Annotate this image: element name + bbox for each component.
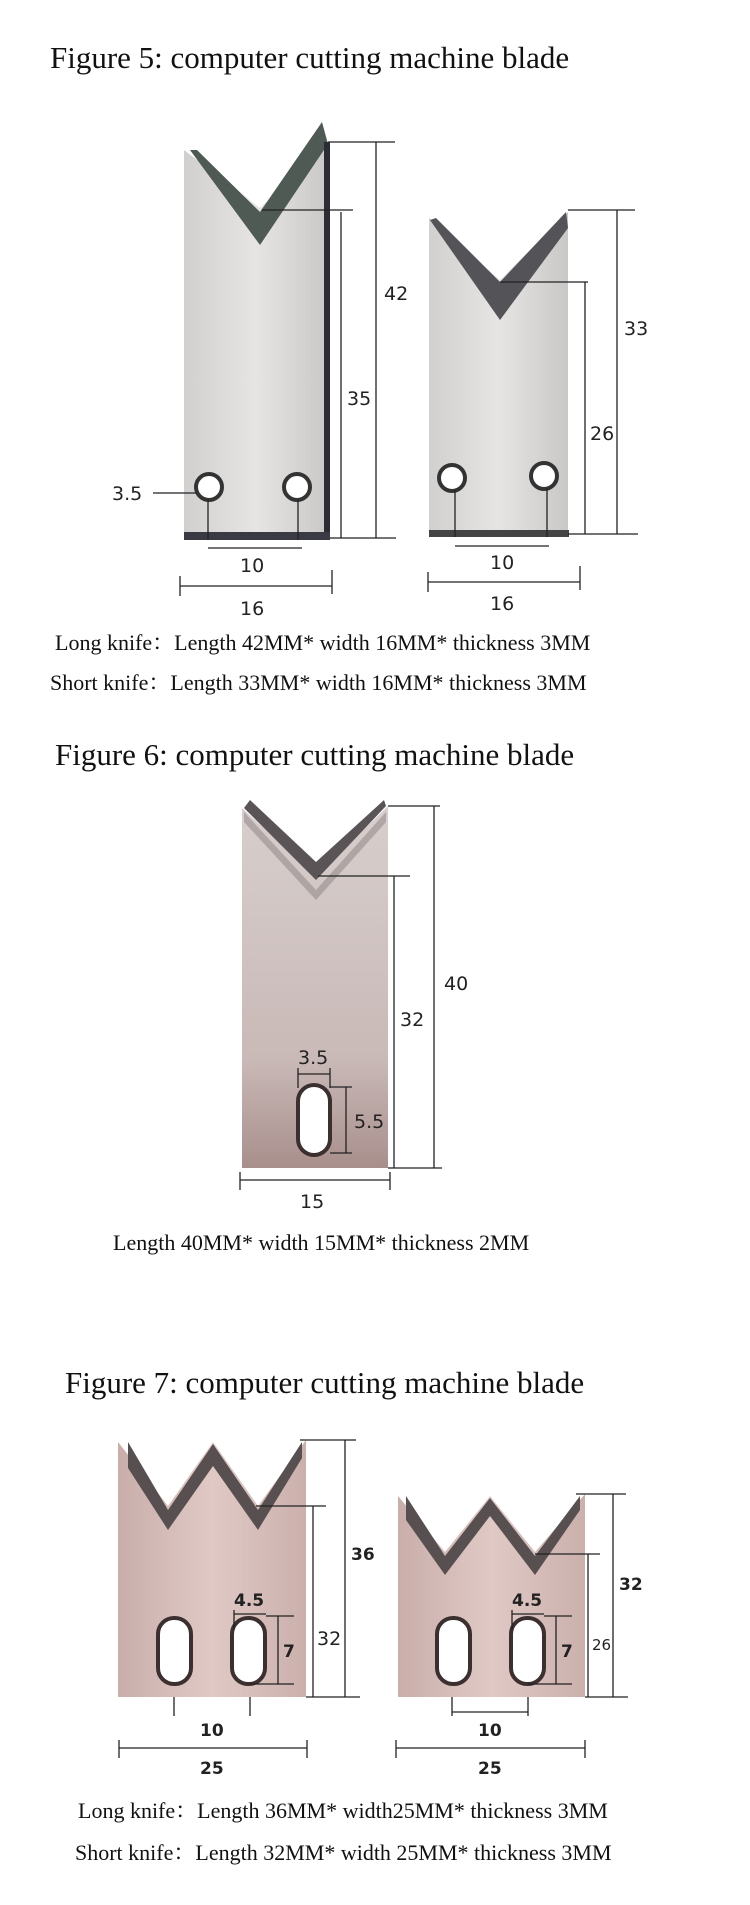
dim-25-short: 25 (478, 1759, 502, 1779)
dim-4-5-short: 4.5 (512, 1591, 543, 1611)
figure7-caption-short: Short knife：Length 32MM* width 25MM* thickness 3MM (75, 1840, 612, 1865)
figure5-title: Figure 5: computer cutting machine blade (50, 40, 570, 75)
dim-3-5-slot: 3.5 (298, 1047, 329, 1069)
dim-10-fig7: 10 (200, 1721, 224, 1741)
dim-7: 7 (283, 1642, 295, 1662)
dim-4-5: 4.5 (234, 1591, 265, 1611)
dim-35: 35 (347, 388, 372, 410)
dim-16: 16 (240, 598, 265, 620)
dim-36: 36 (351, 1545, 375, 1565)
dim-32-inner: 32 (317, 1628, 342, 1650)
dim-32: 32 (400, 1009, 425, 1031)
dim-25: 25 (200, 1759, 224, 1779)
dim-15: 15 (300, 1191, 325, 1213)
figure6-caption: Length 40MM* width 15MM* thickness 2MM (113, 1230, 530, 1255)
figure6-title: Figure 6: computer cutting machine blade (55, 737, 575, 772)
dim-10-fig7-short: 10 (478, 1721, 502, 1741)
dim-26-short: 26 (592, 1636, 612, 1654)
figure5-short-blade (429, 212, 569, 537)
dim-5-5: 5.5 (354, 1111, 385, 1133)
figure5-long-blade (184, 122, 330, 540)
figure7-title: Figure 7: computer cutting machine blade (65, 1365, 585, 1400)
figure5-caption-long: Long knife：Length 42MM* width 16MM* thickness 3MM (55, 630, 591, 655)
dim-32-short: 32 (619, 1575, 643, 1595)
dim-42: 42 (384, 283, 409, 305)
dim-10: 10 (240, 555, 265, 577)
figure7-short-blade (398, 1494, 585, 1697)
dim-3-5: 3.5 (112, 483, 143, 505)
dim-16-short: 16 (490, 593, 515, 615)
dim-7-short: 7 (561, 1642, 573, 1662)
dim-26: 26 (590, 423, 615, 445)
figure5-caption-short: Short knife：Length 33MM* width 16MM* thickness 3MM (50, 670, 587, 695)
dim-33: 33 (624, 318, 649, 340)
figure7-caption-long: Long knife：Length 36MM* width25MM* thickness 3MM (78, 1798, 608, 1823)
dim-40: 40 (444, 973, 469, 995)
dim-10-short: 10 (490, 552, 515, 574)
